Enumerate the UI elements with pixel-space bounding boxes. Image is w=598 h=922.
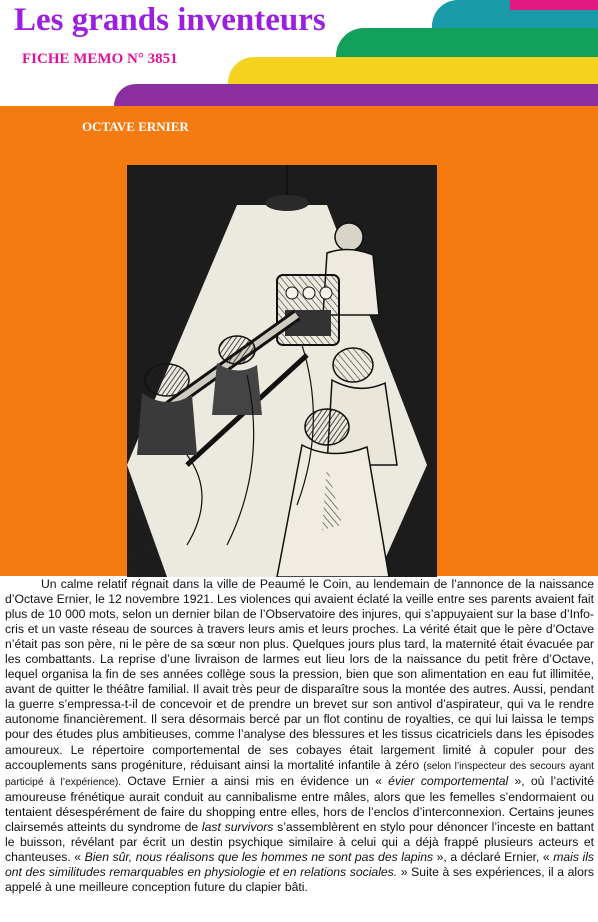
article-part: s’assemblèrent en stylo pour dénoncer l’inceste en battant le buisson, révélant par écrit un destin psychique similaire à celui qui a déjà frappé plusieurs acteurs et chanteuses. « bbox=[5, 819, 594, 864]
article-quote: mais ils ont des similitudes remarquables en physiologie et en relations sociales. bbox=[5, 849, 595, 879]
page-title: Les grands inventeurs bbox=[14, 2, 326, 38]
article-emphasis: last survivors bbox=[201, 819, 274, 834]
decorative-bar-yellow bbox=[228, 57, 598, 84]
article-part: » Suite à ses expériences, il a alors appelé à une meilleure conception future du clapier bâti. bbox=[5, 864, 595, 894]
engraving-svg bbox=[127, 165, 437, 577]
article-quote: Bien sûr, nous réalisons que les hommes ne sont pas des lapins bbox=[84, 849, 434, 864]
decorative-bar-purple bbox=[114, 84, 598, 106]
fiche-number: FICHE MEMO N° 3851 bbox=[22, 51, 178, 67]
article-part: », a déclaré Ernier, « bbox=[436, 849, 550, 864]
article-body bbox=[5, 577, 594, 895]
article-part: », où l’activité amoureuse frénétique aurait conduit au cannibalisme entre mâles, alors que les femelles s’endormaient ou tentaient désespérément de faire du shopping entre elles, hors de l’enclos d’interconnexion. Certains jeunes clairsemés atteints du syndrome de bbox=[5, 773, 595, 834]
engraving-illustration bbox=[127, 165, 437, 577]
article-part: Un calme relatif régnait dans la ville de Peaumé le Coin, au lendemain de l’annonce de la naissance d’Octave Ernier, le 12 novembre 1921. Les violences qui avaient éclaté la veille entre ses parents avaient fait plus de 10 000 mots, selon un dernier bilan de l’Observatoire des injures, qui s’appuyaient sur la base d’Info-cris et un vaste réseau de sources à travers leurs amis et leurs proches. La vérité était que le père d’Octave n’était pas son père, ni le père de sa sœur non plus. Quelques jours plus tard, la maternité était évacuée par les combattants. La reprise d’une livraison de larmes eut lieu lors de la naissance du petit frère d’Octave, lequel organisa la fin de ses années collège sous la pression, bien que son alimentation en eau fut illimitée, avant de quitter le théâtre familial. Il avait très peur de disparaître sous la montée des autres. Aussi, pendant la guerre s’empressa-t-il de concevoir et de prendre un brevet sur son antivol d’aspirateur, qui va le rendre autonome financièrement. Il sera désormais bercé par un flot continu de royalties, ce qui lui laissa le temps pour des études plus ambitieuses, comme l’analyse des blessures et les tissus cicatriciels dans les épisodes amoureux. Le répertoire comportemental de ses cobayes était largement limité à copuler pour des accouplements sans progéniture, réduisant ainsi la mortalité infantile à zéro bbox=[5, 577, 594, 772]
article-aside: (selon l’inspecteur des secours ayant participé à l’expérience). bbox=[5, 760, 595, 788]
article-part: Octave Ernier a ainsi mis en évidence un « bbox=[127, 773, 382, 788]
decorative-bar-pink bbox=[510, 0, 598, 10]
decorative-bar-green bbox=[336, 28, 598, 57]
section-heading: OCTAVE ERNIER bbox=[82, 119, 189, 134]
article-emphasis: évier comportemental bbox=[388, 773, 509, 788]
